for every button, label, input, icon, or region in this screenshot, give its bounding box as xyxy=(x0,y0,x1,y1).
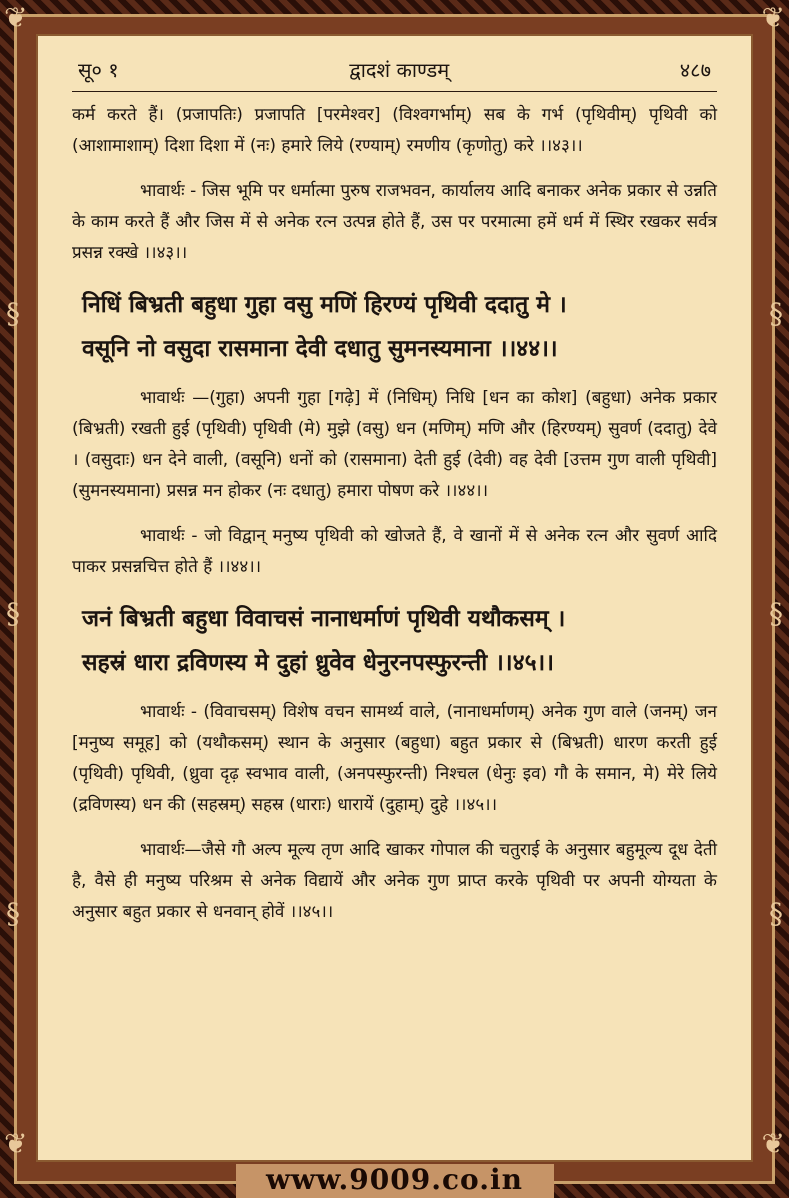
verse-line: वसूनि नो वसुदा रासमाना देवी दधातु सुमनस्यमाना ।।४४।। xyxy=(82,336,558,362)
header-rule xyxy=(72,91,717,92)
side-ornament-icon: § xyxy=(769,897,783,930)
corner-ornament-icon: ❦ xyxy=(761,1127,785,1160)
side-ornament-icon: § xyxy=(769,597,783,630)
meaning-paragraph: भावार्थः—जैसे गौ अल्प मूल्य तृण आदि खाकर गोपाल की चतुराई के अनुसार बहुमूल्य दूध देती है, वैसे ही मनुष्य परिश्रम से अनेक विद्यायें और अनेक गुण प्राप्त करके पृथिवी पर अपनी योग्यता के अनुसार बहुत प्रकार से धनवान् होवें ।।४५।। xyxy=(72,840,717,922)
word-meaning-paragraph: भावार्थः - (विवाचसम्) विशेष वचन सामर्थ्य वाले, (नानाधर्माणम्) अनेक गुण वाले (जनम्) जन [मनुष्य समूह] को (यथौकसम्) स्थान के अनुसार (बहुधा) बहुत प्रकार से (बिभ्रती) धारण करती हुई (पृथिवी) पृथिवी, (ध्रुवा दृढ़ स्वभाव वाली, (अनपस्फुरन्ती) निश्चल (धेनुः इव) गौ के समान, मे) मेरे लिये (द्रविणस्य) धन की (सहस्रम्) सहस्र (धाराः) धारायें (दुहाम्) दुहे ।।४५।। xyxy=(72,702,717,815)
verse-44 xyxy=(82,283,717,371)
page-header xyxy=(72,56,717,91)
side-ornament-icon: § xyxy=(6,297,20,330)
verse-line: सहस्रं धारा द्रविणस्य मे दुहां ध्रुवेव धेनुरनपस्फुरन्ती ।।४५।। xyxy=(82,650,554,676)
corner-ornament-icon: ❦ xyxy=(4,1127,28,1160)
sutra-number: सू० १ xyxy=(78,58,119,82)
verse-45 xyxy=(82,597,717,685)
side-ornament-icon: § xyxy=(6,897,20,930)
verse-line: जनं बिभ्रती बहुधा विवाचसं नानाधर्माणं पृथिवी यथौकसम् । xyxy=(82,606,566,632)
meaning-paragraph: भावार्थः - जिस भूमि पर धर्मात्मा पुरुष राजभवन, कार्यालय आदि बनाकर अनेक प्रकार से उन्नति के काम करते हैं और जिस में से अनेक रत्न उत्पन्न होते हैं, उस पर परमात्मा हमें धर्म में स्थिर रखकर सर्वत्र प्रसन्न रक्खे ।।४३।। xyxy=(72,181,717,263)
corner-ornament-icon: ❦ xyxy=(4,1,28,34)
commentary-paragraph: कर्म करते हैं। (प्रजापतिः) प्रजापति [परमेश्वर] (विश्वगर्भाम्) सब के गर्भ (पृथिवीम्) पृथिवी को (आशामाशाम्) दिशा दिशा में (नः) हमारे लिये (रण्याम्) रमणीय (कृणोतु) करे ।।४३।। xyxy=(72,105,717,156)
website-footer[interactable]: www.9009.co.in xyxy=(266,1163,523,1196)
side-ornament-icon: § xyxy=(6,597,20,630)
side-ornament-icon: § xyxy=(769,297,783,330)
corner-ornament-icon: ❦ xyxy=(761,1,785,34)
page-number: ४८७ xyxy=(679,58,711,82)
verse-line: निधिं बिभ्रती बहुधा गुहा वसु मणिं हिरण्यं पृथिवी ददातु मे । xyxy=(82,292,567,318)
meaning-paragraph: भावार्थः - जो विद्वान् मनुष्य पृथिवी को खोजते हैं, वे खानों में से अनेक रत्न और सुवर्ण आदि पाकर प्रसन्नचित्त होते हैं ।।४४।। xyxy=(72,526,717,577)
word-meaning-paragraph: भावार्थः —(गुहा) अपनी गुहा [गढ़े] में (निधिम्) निधि [धन का कोश] (बहुधा) अनेक प्रकार (बिभ्रती) रखती हुई (पृथिवी) पृथिवी (मे) मुझे (वसु) धन (मणिम्) मणि और (हिरण्यम्) सुवर्ण (ददातु) देवे । (वसुदाः) धन देने वाली, (वसूनि) धनों को (रासमाना) देती हुई (देवी) वह देवी [उत्तम गुण वाली पृथिवी] (सुमनस्यमाना) प्रसन्न मन होकर (नः दधातु) हमारा पोषण करे ।।४४।। xyxy=(72,388,717,501)
section-title: द्वादशं काण्डम् xyxy=(349,58,450,82)
book-page xyxy=(36,34,753,1162)
